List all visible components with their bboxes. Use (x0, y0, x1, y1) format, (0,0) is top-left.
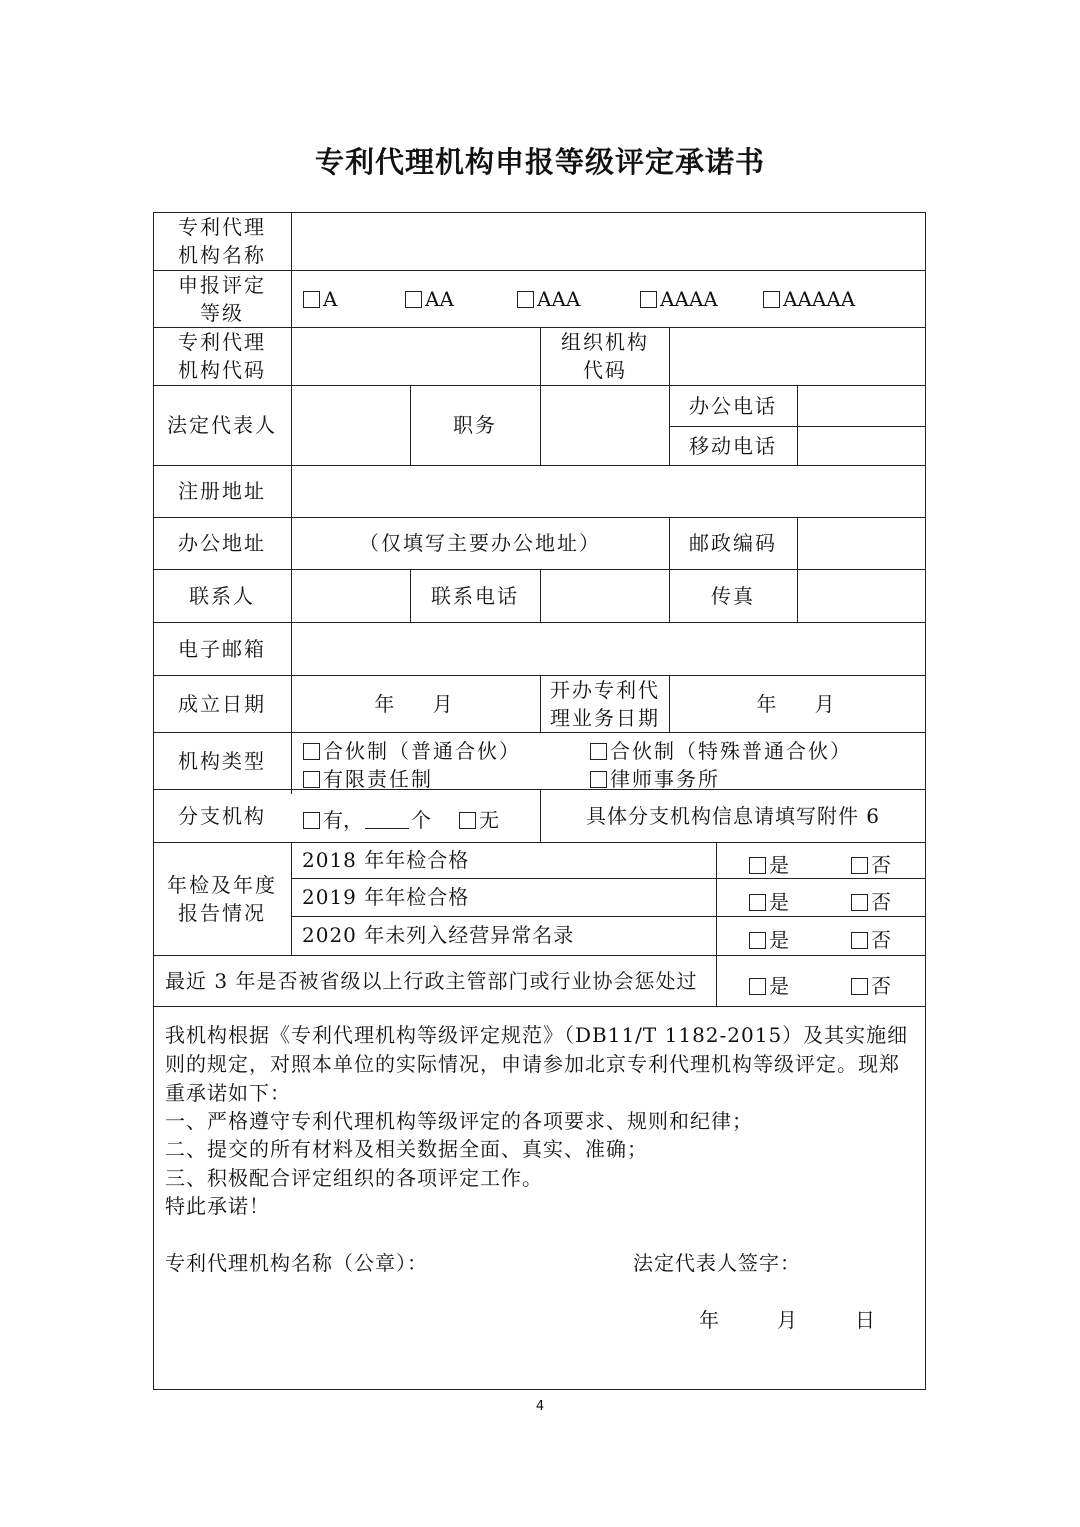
signature-label: 法定代表人签字： (633, 1251, 801, 1275)
penalty-yes[interactable]: 是 (749, 970, 789, 999)
row-divider (291, 916, 926, 917)
checkbox-icon (749, 857, 766, 874)
fax-field[interactable] (798, 570, 925, 622)
grade-option-aa[interactable]: AA (405, 287, 454, 311)
annual-2019-yes[interactable]: 是 (749, 886, 789, 915)
agency-code-label: 专利代理机构代码 (178, 330, 266, 382)
business-start-label: 开办专利代理业务日期 (550, 677, 660, 730)
org-type-special-partnership[interactable]: 合伙制（特殊普通合伙） (590, 735, 852, 764)
page-number: 4 (535, 1399, 545, 1414)
row-divider (153, 1006, 926, 1007)
document-title: 专利代理机构申报等级评定承诺书 (314, 145, 765, 179)
org-type-limited-liability[interactable]: 有限责任制 (303, 763, 433, 792)
founded-date-field[interactable]: 年 月 (374, 691, 457, 716)
checkbox-icon (851, 932, 868, 949)
contact-phone-label: 联系电话 (431, 583, 519, 608)
grade-option-aaa[interactable]: AAA (517, 287, 580, 311)
position-label: 职务 (453, 413, 497, 437)
branch-count-field[interactable] (365, 810, 409, 829)
checkbox-icon (517, 291, 534, 308)
col-divider (716, 842, 717, 1006)
grade-option-aaaaa[interactable]: AAAAA (763, 287, 855, 311)
position-field[interactable] (541, 386, 669, 465)
reg-address-label: 注册地址 (178, 479, 266, 503)
seal-label: 专利代理机构名称（公章）： (165, 1251, 428, 1275)
checkbox-icon (749, 978, 766, 995)
checkbox-icon (303, 291, 320, 308)
penalty-question: 最近 3 年是否被省级以上行政主管部门或行业协会惩处过 (165, 969, 698, 993)
mobile-phone-field[interactable] (798, 427, 925, 465)
checkbox-icon (763, 291, 780, 308)
postcode-label: 邮政编码 (689, 531, 777, 555)
checkbox-icon (590, 771, 607, 788)
contact-label: 联系人 (189, 583, 255, 608)
checkbox-icon (640, 291, 657, 308)
checkbox-icon (851, 857, 868, 874)
checkbox-icon (303, 812, 320, 829)
checkbox-icon (405, 291, 422, 308)
checkbox-icon (851, 978, 868, 995)
legal-rep-label: 法定代表人 (167, 413, 277, 437)
col-divider (540, 675, 541, 732)
contact-field[interactable] (292, 570, 410, 622)
annual-2019-no[interactable]: 否 (851, 886, 891, 915)
annual-2018-yes[interactable]: 是 (749, 849, 789, 878)
checkbox-icon (459, 812, 476, 829)
org-type-label: 机构类型 (178, 748, 266, 773)
office-address-label: 办公地址 (178, 531, 266, 555)
agency-name-label: 专利代理机构名称 (178, 215, 266, 267)
office-phone-label: 办公电话 (689, 393, 777, 418)
agency-name-field[interactable] (292, 213, 925, 270)
checkbox-icon (851, 894, 868, 911)
reg-address-field[interactable] (292, 466, 925, 517)
checkbox-icon (303, 771, 320, 788)
postcode-field[interactable] (798, 518, 925, 569)
pledge-item-3: 三、积极配合评定组织的各项评定工作。 (165, 1166, 543, 1190)
org-code-label: 组织机构代码 (561, 330, 649, 382)
business-start-date-field[interactable]: 年 月 (756, 691, 839, 716)
founded-label: 成立日期 (178, 691, 266, 716)
branch-yes-option[interactable]: 有， 个 (303, 804, 431, 833)
org-code-field[interactable] (670, 328, 925, 385)
annual-row-2018: 2018 年年检合格 (302, 848, 470, 872)
row-divider (153, 955, 926, 956)
fax-label: 传真 (711, 583, 755, 608)
email-label: 电子邮箱 (178, 636, 266, 661)
org-type-general-partnership[interactable]: 合伙制（普通合伙） (303, 735, 521, 764)
annual-2020-yes[interactable]: 是 (749, 924, 789, 953)
annual-row-2020: 2020 年未列入经营异常名录 (302, 923, 575, 947)
branch-note: 具体分支机构信息请填写附件 6 (585, 803, 881, 828)
office-phone-field[interactable] (798, 386, 925, 426)
pledge-item-1: 一、严格遵守专利代理机构等级评定的各项要求、规则和纪律； (165, 1109, 753, 1133)
branch-label: 分支机构 (178, 803, 266, 828)
row-divider (291, 878, 926, 879)
grade-option-a[interactable]: A (303, 287, 337, 311)
branch-no-option[interactable]: 无 (459, 804, 499, 833)
annual-row-2019: 2019 年年检合格 (302, 885, 470, 909)
col-divider (291, 842, 292, 955)
pledge-closing: 特此承诺！ (165, 1194, 270, 1218)
checkbox-icon (590, 743, 607, 760)
annual-label: 年检及年度报告情况 (167, 872, 277, 925)
agency-code-field[interactable] (292, 328, 539, 385)
legal-rep-field[interactable] (292, 386, 410, 465)
grade-option-aaaa[interactable]: AAAA (640, 287, 718, 311)
contact-phone-field[interactable] (541, 570, 669, 622)
annual-2020-no[interactable]: 否 (851, 924, 891, 953)
checkbox-icon (749, 894, 766, 911)
email-field[interactable] (292, 623, 925, 675)
penalty-no[interactable]: 否 (851, 970, 891, 999)
pledge-intro: 我机构根据《专利代理机构等级评定规范》（DB11/T 1182-2015）及其实施细则的规定，对照本单位的实际情况，申请参加北京专利代理机构等级评定。现郑重承诺如下： (165, 1023, 909, 1105)
checkbox-icon (749, 932, 766, 949)
checkbox-icon (303, 743, 320, 760)
mobile-phone-label: 移动电话 (689, 433, 777, 458)
office-address-field[interactable]: （仅填写主要办公地址） (359, 531, 601, 555)
grade-label: 申报评定等级 (178, 272, 266, 325)
org-type-law-firm[interactable]: 律师事务所 (590, 763, 720, 792)
pledge-item-2: 二、提交的所有材料及相关数据全面、真实、准确； (165, 1137, 648, 1161)
date-label: 年 月 日 (699, 1308, 881, 1332)
annual-2018-no[interactable]: 否 (851, 849, 891, 878)
